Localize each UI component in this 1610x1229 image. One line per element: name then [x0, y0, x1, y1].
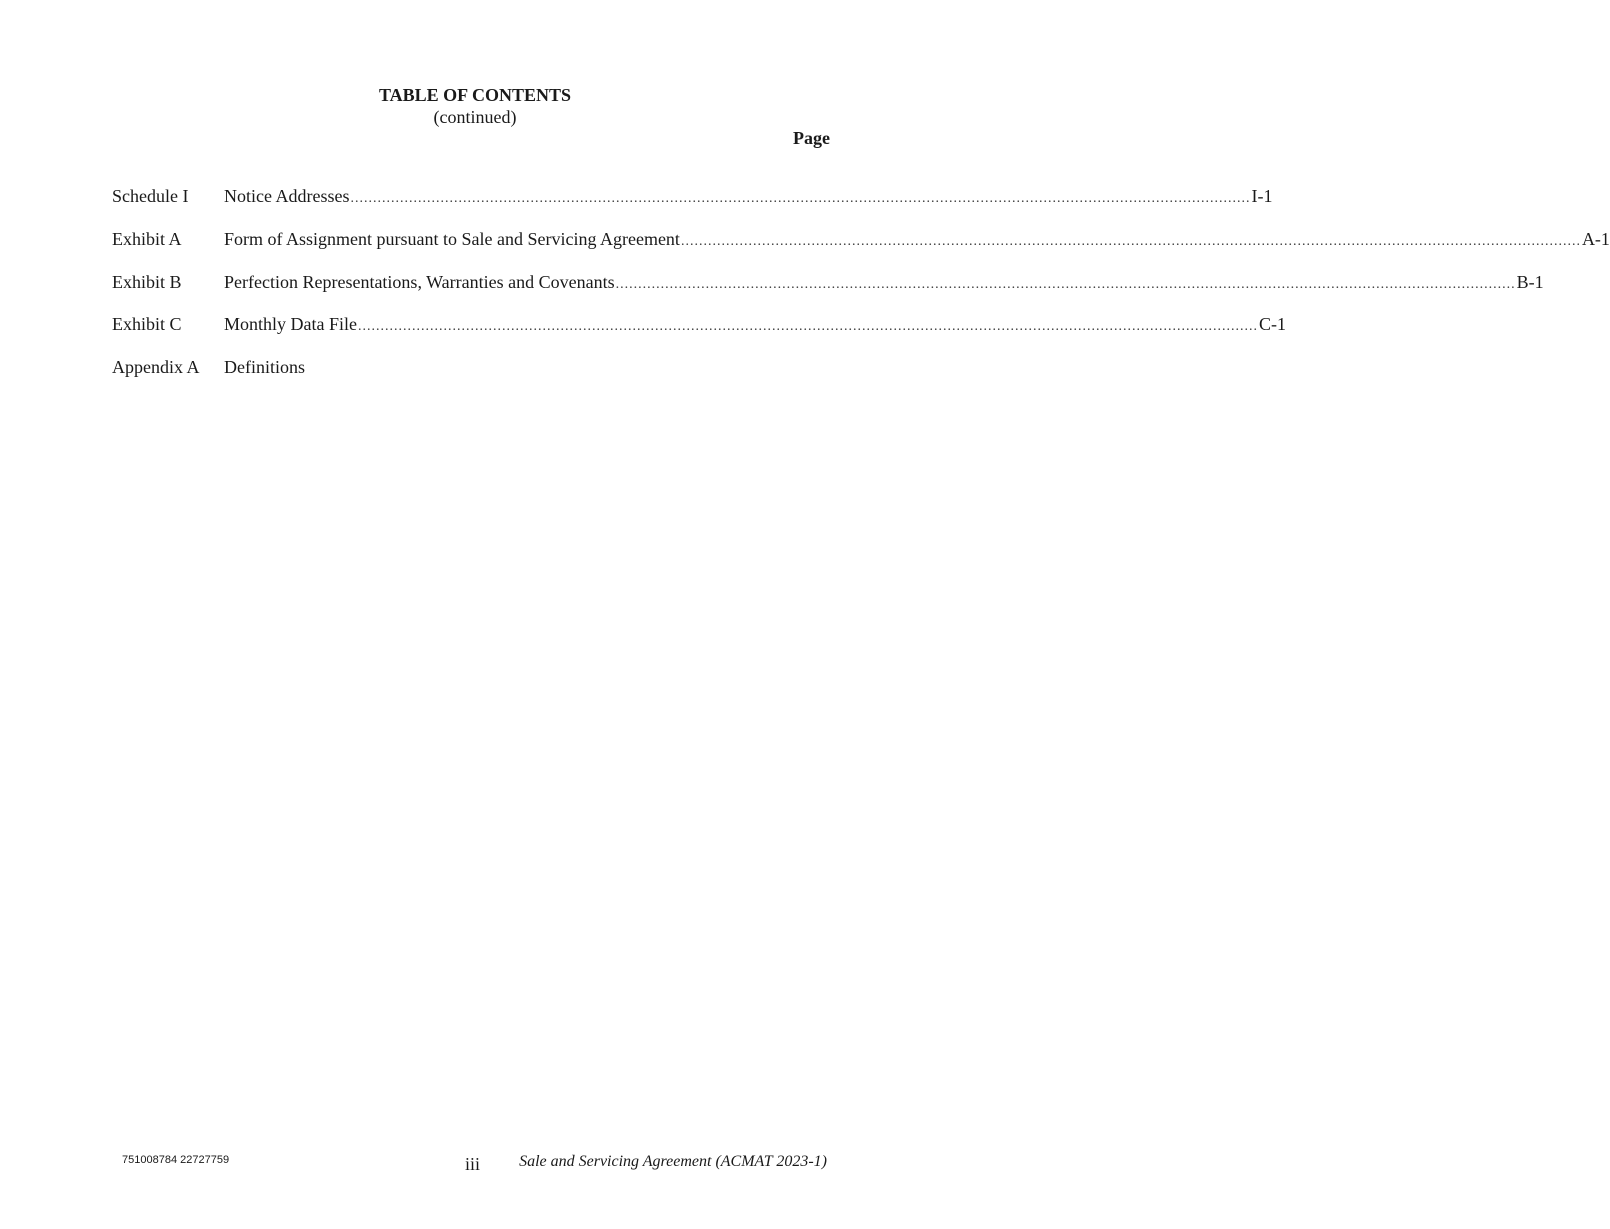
footer-page-number: iii	[465, 1154, 481, 1174]
dot-leader: ........................................................................................................................................................................................................	[615, 277, 1516, 292]
toc-entry-exhibit-a[interactable]	[112, 227, 1610, 251]
footer-doc-title: Sale and Servicing Agreement (ACMAT 2023-1)	[519, 1153, 827, 1170]
toc-entry-label: Schedule I	[112, 186, 189, 206]
toc-entry-text: Perfection Representations, Warranties and Covenants	[224, 272, 615, 292]
toc-entry-exhibit-b[interactable]	[112, 270, 1544, 294]
page-column-header: Page	[793, 128, 830, 148]
toc-subtitle: (continued)	[433, 107, 517, 127]
toc-entry-text: Monthly Data File	[224, 314, 357, 334]
toc-entry-text: Form of Assignment pursuant to Sale and Servicing Agreement	[224, 229, 680, 249]
toc-entry-text: Notice Addresses	[224, 186, 350, 206]
toc-entry-page: A-1	[1581, 229, 1610, 249]
toc-entry-text: Definitions	[224, 357, 305, 377]
toc-entry-label: Exhibit C	[112, 314, 182, 334]
toc-entry-schedule-i[interactable]	[112, 184, 1273, 208]
toc-entry-appendix-a[interactable]	[112, 355, 838, 379]
dot-leader: ........................................................................................................................................................................................................	[350, 191, 1251, 206]
toc-title: TABLE OF CONTENTS	[378, 85, 572, 105]
dot-leader: ........................................................................................................................................................................................................	[358, 319, 1258, 334]
dot-leader: ........................................................................................................................................................................................................	[680, 234, 1581, 249]
toc-entry-exhibit-c[interactable]	[112, 312, 1286, 336]
toc-entry-page: C-1	[1259, 314, 1286, 334]
toc-entry-label: Exhibit A	[112, 229, 182, 249]
toc-entry-page: I-1	[1251, 186, 1273, 206]
toc-entry-label: Exhibit B	[112, 272, 182, 292]
footer-doc-id: 751008784 22727759	[122, 1154, 230, 1166]
toc-entry-page: B-1	[1516, 272, 1544, 292]
toc-entry-label: Appendix A	[112, 357, 200, 377]
